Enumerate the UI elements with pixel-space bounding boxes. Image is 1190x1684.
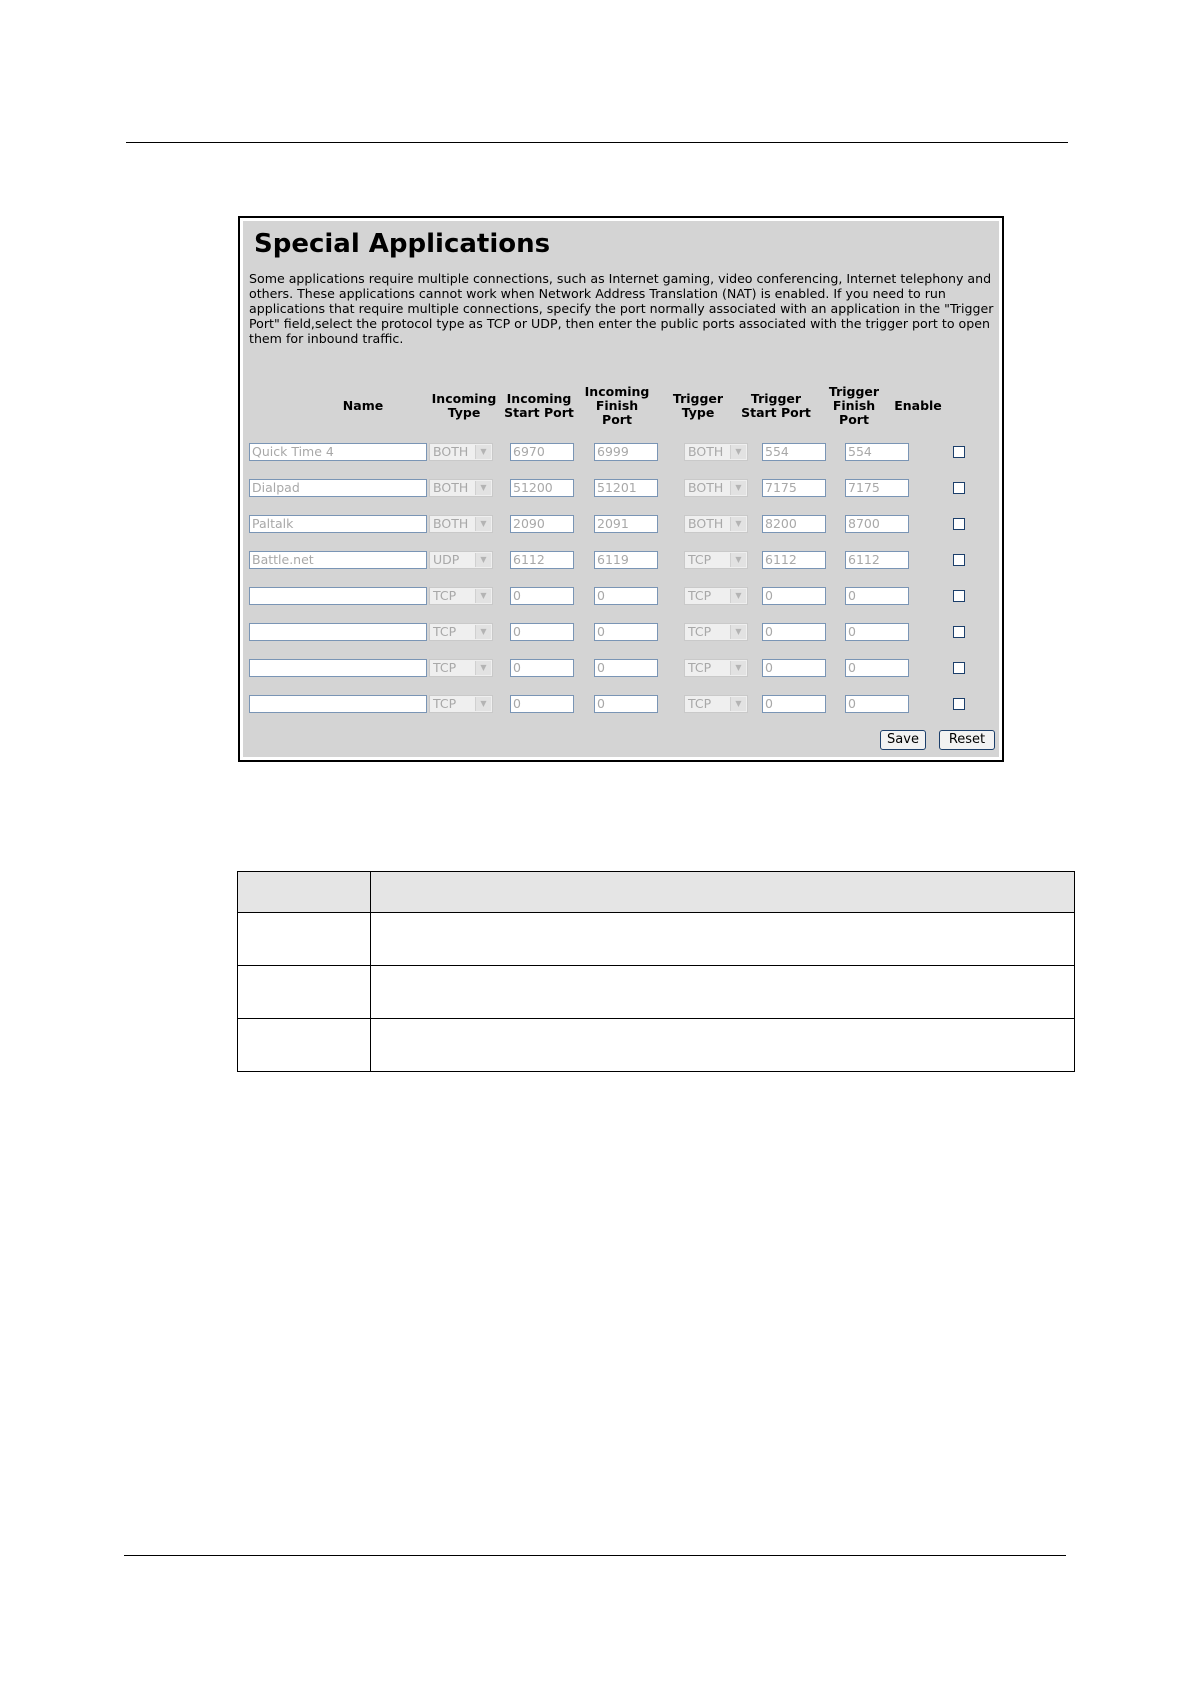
app-name-input[interactable] [249,659,427,677]
incoming-finish-port-input[interactable]: 6999 [594,443,658,461]
chevron-down-icon: ▼ [730,589,746,603]
trigger-type-select[interactable]: TCP ▼ [684,587,748,605]
trigger-finish-port-input[interactable]: 7175 [845,479,909,497]
incoming-start-port-input[interactable]: 51200 [510,479,574,497]
reset-button[interactable]: Reset [939,730,995,750]
table-cell [238,913,371,966]
trigger-type-select[interactable]: TCP ▼ [684,659,748,677]
header-name: Name [342,398,384,413]
trigger-type-select[interactable]: BOTH ▼ [684,443,748,461]
app-name-input[interactable] [249,623,427,641]
incoming-finish-port-input[interactable]: 0 [594,659,658,677]
incoming-finish-port-input[interactable]: 51201 [594,479,658,497]
incoming-type-select[interactable]: BOTH ▼ [429,515,493,533]
incoming-start-port-input[interactable]: 0 [510,623,574,641]
incoming-start-port-input[interactable]: 0 [510,695,574,713]
trigger-start-port-input[interactable]: 7175 [762,479,826,497]
incoming-finish-port-input[interactable]: 2091 [594,515,658,533]
trigger-type-select[interactable]: BOTH ▼ [684,479,748,497]
app-name-input[interactable] [249,695,427,713]
table-cell [238,1019,371,1072]
trigger-finish-port-input[interactable]: 8700 [845,515,909,533]
chevron-down-icon: ▼ [730,445,746,459]
enable-checkbox[interactable] [953,662,965,674]
chevron-down-icon: ▼ [730,697,746,711]
chevron-down-icon: ▼ [475,661,491,675]
app-name-input[interactable]: Quick Time 4 [249,443,427,461]
trigger-type-select[interactable]: TCP ▼ [684,551,748,569]
table-cell [238,872,371,913]
header-trigger-type: Trigger Type [672,391,724,420]
table-cell [371,966,1075,1019]
header-incoming-finish-port: Incoming Finish Port [584,384,650,427]
enable-checkbox[interactable] [953,518,965,530]
trigger-finish-port-input[interactable]: 0 [845,623,909,641]
chevron-down-icon: ▼ [475,553,491,567]
table-row [238,966,1075,1019]
chevron-down-icon: ▼ [730,553,746,567]
trigger-type-select[interactable]: TCP ▼ [684,623,748,641]
table-cell [371,1019,1075,1072]
incoming-type-select[interactable]: BOTH ▼ [429,443,493,461]
incoming-finish-port-input[interactable]: 0 [594,587,658,605]
header-incoming-type: Incoming Type [431,391,497,420]
header-enable: Enable [894,398,942,413]
app-name-input[interactable]: Battle.net [249,551,427,569]
incoming-start-port-input[interactable]: 6970 [510,443,574,461]
app-name-input[interactable] [249,587,427,605]
screenshot-frame [238,216,1004,762]
enable-checkbox[interactable] [953,482,965,494]
incoming-finish-port-input[interactable]: 6119 [594,551,658,569]
app-name-input[interactable]: Paltalk [249,515,427,533]
chevron-down-icon: ▼ [475,625,491,639]
trigger-start-port-input[interactable]: 0 [762,659,826,677]
trigger-finish-port-input[interactable]: 0 [845,695,909,713]
trigger-start-port-input[interactable]: 554 [762,443,826,461]
table-cell [238,966,371,1019]
incoming-start-port-input[interactable]: 2090 [510,515,574,533]
save-button[interactable]: Save [880,730,926,750]
table-row [238,913,1075,966]
header-trigger-start-port: Trigger Start Port [741,391,811,420]
trigger-finish-port-input[interactable]: 6112 [845,551,909,569]
trigger-start-port-input[interactable]: 8200 [762,515,826,533]
app-name-input[interactable]: Dialpad [249,479,427,497]
trigger-start-port-input[interactable]: 0 [762,623,826,641]
chevron-down-icon: ▼ [475,517,491,531]
special-applications-panel [243,221,999,757]
chevron-down-icon: ▼ [730,481,746,495]
incoming-type-select[interactable]: BOTH ▼ [429,479,493,497]
trigger-start-port-input[interactable]: 6112 [762,551,826,569]
header-trigger-finish-port: Trigger Finish Port [828,384,880,427]
chevron-down-icon: ▼ [475,481,491,495]
chevron-down-icon: ▼ [730,625,746,639]
chevron-down-icon: ▼ [475,697,491,711]
incoming-start-port-input[interactable]: 0 [510,587,574,605]
table-cell [371,872,1075,913]
chevron-down-icon: ▼ [475,445,491,459]
enable-checkbox[interactable] [953,446,965,458]
enable-checkbox[interactable] [953,554,965,566]
chevron-down-icon: ▼ [475,589,491,603]
incoming-finish-port-input[interactable]: 0 [594,695,658,713]
page-title: Special Applications [254,229,551,259]
incoming-type-select[interactable]: TCP ▼ [429,587,493,605]
trigger-type-select[interactable]: TCP ▼ [684,695,748,713]
incoming-type-select[interactable]: TCP ▼ [429,659,493,677]
trigger-finish-port-input[interactable]: 0 [845,587,909,605]
enable-checkbox[interactable] [953,590,965,602]
incoming-finish-port-input[interactable]: 0 [594,623,658,641]
incoming-type-select[interactable]: TCP ▼ [429,623,493,641]
incoming-type-select[interactable]: UDP ▼ [429,551,493,569]
incoming-start-port-input[interactable]: 6112 [510,551,574,569]
incoming-start-port-input[interactable]: 0 [510,659,574,677]
chevron-down-icon: ▼ [730,517,746,531]
header-incoming-start-port: Incoming Start Port [504,391,574,420]
footer-rule [124,1555,1066,1556]
reference-table [237,871,1075,1072]
trigger-start-port-input[interactable]: 0 [762,695,826,713]
table-row [238,1019,1075,1072]
incoming-type-select[interactable]: TCP ▼ [429,695,493,713]
page-description: Some applications require multiple connections, such as Internet gaming, video conferencing, Internet telephony and others. These applications cannot work when Network Address Translation (NAT) is enabled. If you need to run applications that require multiple connections, specify the port normally associated with an application in the "Trigger Port" field,select the protocol type as TCP or UDP, then enter the public ports associated with the trigger port to open them for inbound traffic. [249,271,994,346]
chevron-down-icon: ▼ [730,661,746,675]
trigger-finish-port-input[interactable]: 0 [845,659,909,677]
table-cell [371,913,1075,966]
enable-checkbox[interactable] [953,698,965,710]
reference-table-header [238,872,1075,913]
trigger-start-port-input[interactable]: 0 [762,587,826,605]
trigger-finish-port-input[interactable]: 554 [845,443,909,461]
enable-checkbox[interactable] [953,626,965,638]
header-rule [126,142,1068,143]
trigger-type-select[interactable]: BOTH ▼ [684,515,748,533]
